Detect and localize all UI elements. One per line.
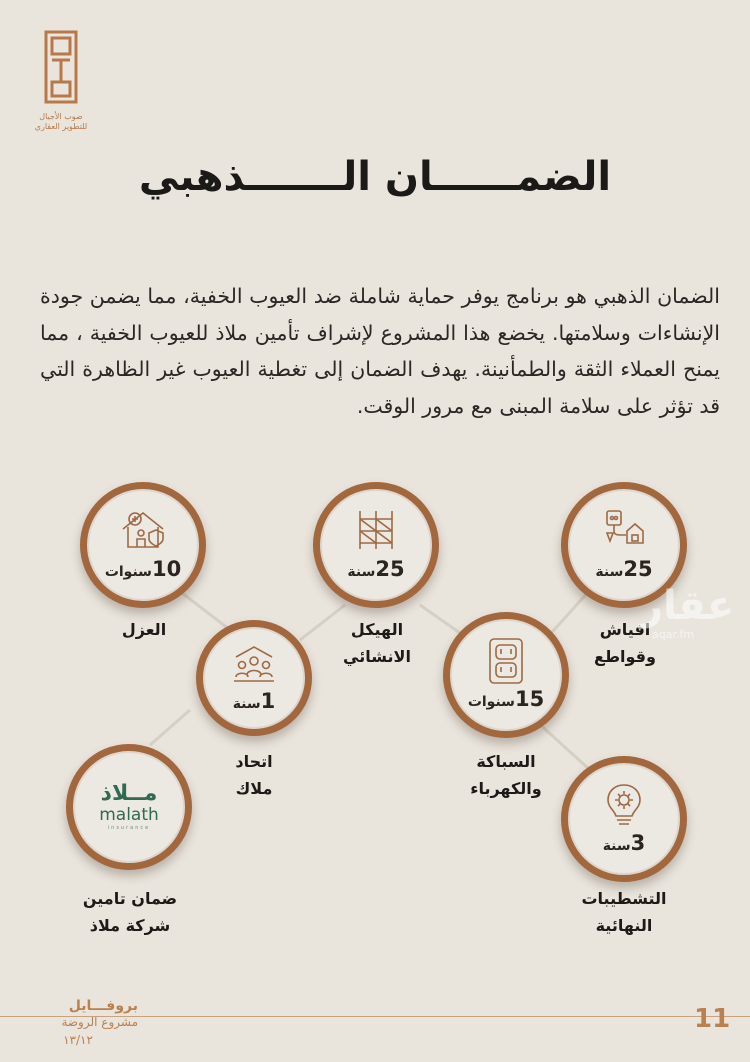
badge-value <box>80 558 206 583</box>
badge-number: 25 <box>623 556 653 581</box>
socket-icon <box>601 507 647 549</box>
badge-unit: سنة <box>347 563 376 580</box>
label-line: والكهرباء <box>470 779 542 798</box>
badge-structure <box>313 482 439 608</box>
page-number: 11 <box>694 1004 731 1034</box>
label-malath <box>60 885 200 939</box>
badge-finishing <box>561 756 687 882</box>
badge-insulation <box>80 482 206 608</box>
label-line: التشطيبات <box>581 889 667 908</box>
badge-number: 15 <box>514 686 545 711</box>
badge-number: 3 <box>630 830 646 855</box>
badge-number: 1 <box>260 688 276 713</box>
badge-unit: سنوات <box>467 693 515 710</box>
people-shield-icon <box>230 643 278 685</box>
label-line: ملاك <box>235 779 273 798</box>
badge-number: 10 <box>151 556 182 581</box>
house-shield-icon <box>119 507 167 551</box>
badge-plumbing <box>443 612 569 738</box>
label-finishing <box>554 885 694 939</box>
label-structure <box>307 616 447 670</box>
malath-logo-english: malath <box>99 805 159 825</box>
malath-logo-tagline: insurance <box>107 825 151 831</box>
badge-malath <box>66 744 192 870</box>
label-line: وقواطع <box>594 647 656 666</box>
malath-logo-arabic: مــلاذ <box>100 781 158 806</box>
badge-number: 25 <box>375 556 405 581</box>
badge-value <box>313 558 439 583</box>
label-line: ضمان تامين <box>82 889 178 908</box>
badge-unit: سنة <box>232 695 261 712</box>
label-line: النهائية <box>595 916 653 935</box>
label-line: افياش <box>599 620 651 639</box>
badge-value <box>196 690 312 715</box>
badge-value <box>561 832 687 857</box>
badge-unit: سنة <box>602 837 631 854</box>
watermark-url: aqar.fm <box>652 628 695 641</box>
logo-text: صوب الأجيال للتطوير العقاري <box>34 112 88 131</box>
footer-date: ١٣/١٢ <box>63 1033 93 1047</box>
footer-brand <box>18 998 138 1050</box>
label-line: شركة ملاذ <box>89 916 171 935</box>
badge-value <box>561 558 687 583</box>
label-plumbing <box>436 748 576 802</box>
outlet-icon <box>486 637 526 685</box>
footer-project: مشروع الروضة <box>61 1015 138 1029</box>
watermark: عقار <box>640 583 735 629</box>
label-line: اتحاد <box>235 752 273 771</box>
label-owners <box>184 748 324 802</box>
malath-logo <box>99 783 159 831</box>
label-line: الانشائي <box>343 647 411 666</box>
label-line: العزل <box>121 620 167 639</box>
page-title: الضمــــــان الـــــــذهبي <box>138 154 612 200</box>
footer-title: بروفـــايل <box>68 998 138 1014</box>
intro-paragraph: الضمان الذهبي هو برنامج يوفر حماية شاملة ضد العيوب الخفية، مما يضمن جودة الإنشاءات وسلامتها. يخضع هذا المشروع لإشراف تأمين ملاذ للعيوب الخفية ، مما يمنح العملاء الثقة والطمأنينة. يهدف الضمان إلى تغطية العيوب غير الظاهرة التي قد تؤثر على سلامة المبنى مع مرور الوقت. <box>40 284 720 418</box>
badge-unit: سنة <box>595 563 624 580</box>
badge-unit: سنوات <box>104 563 152 580</box>
label-line: السباكة <box>476 752 536 771</box>
label-insulation <box>74 616 214 643</box>
label-line: الهيكل <box>350 620 404 639</box>
badge-value <box>443 688 569 713</box>
bulb-gear-icon <box>604 781 644 829</box>
scaffold-icon <box>354 507 398 551</box>
